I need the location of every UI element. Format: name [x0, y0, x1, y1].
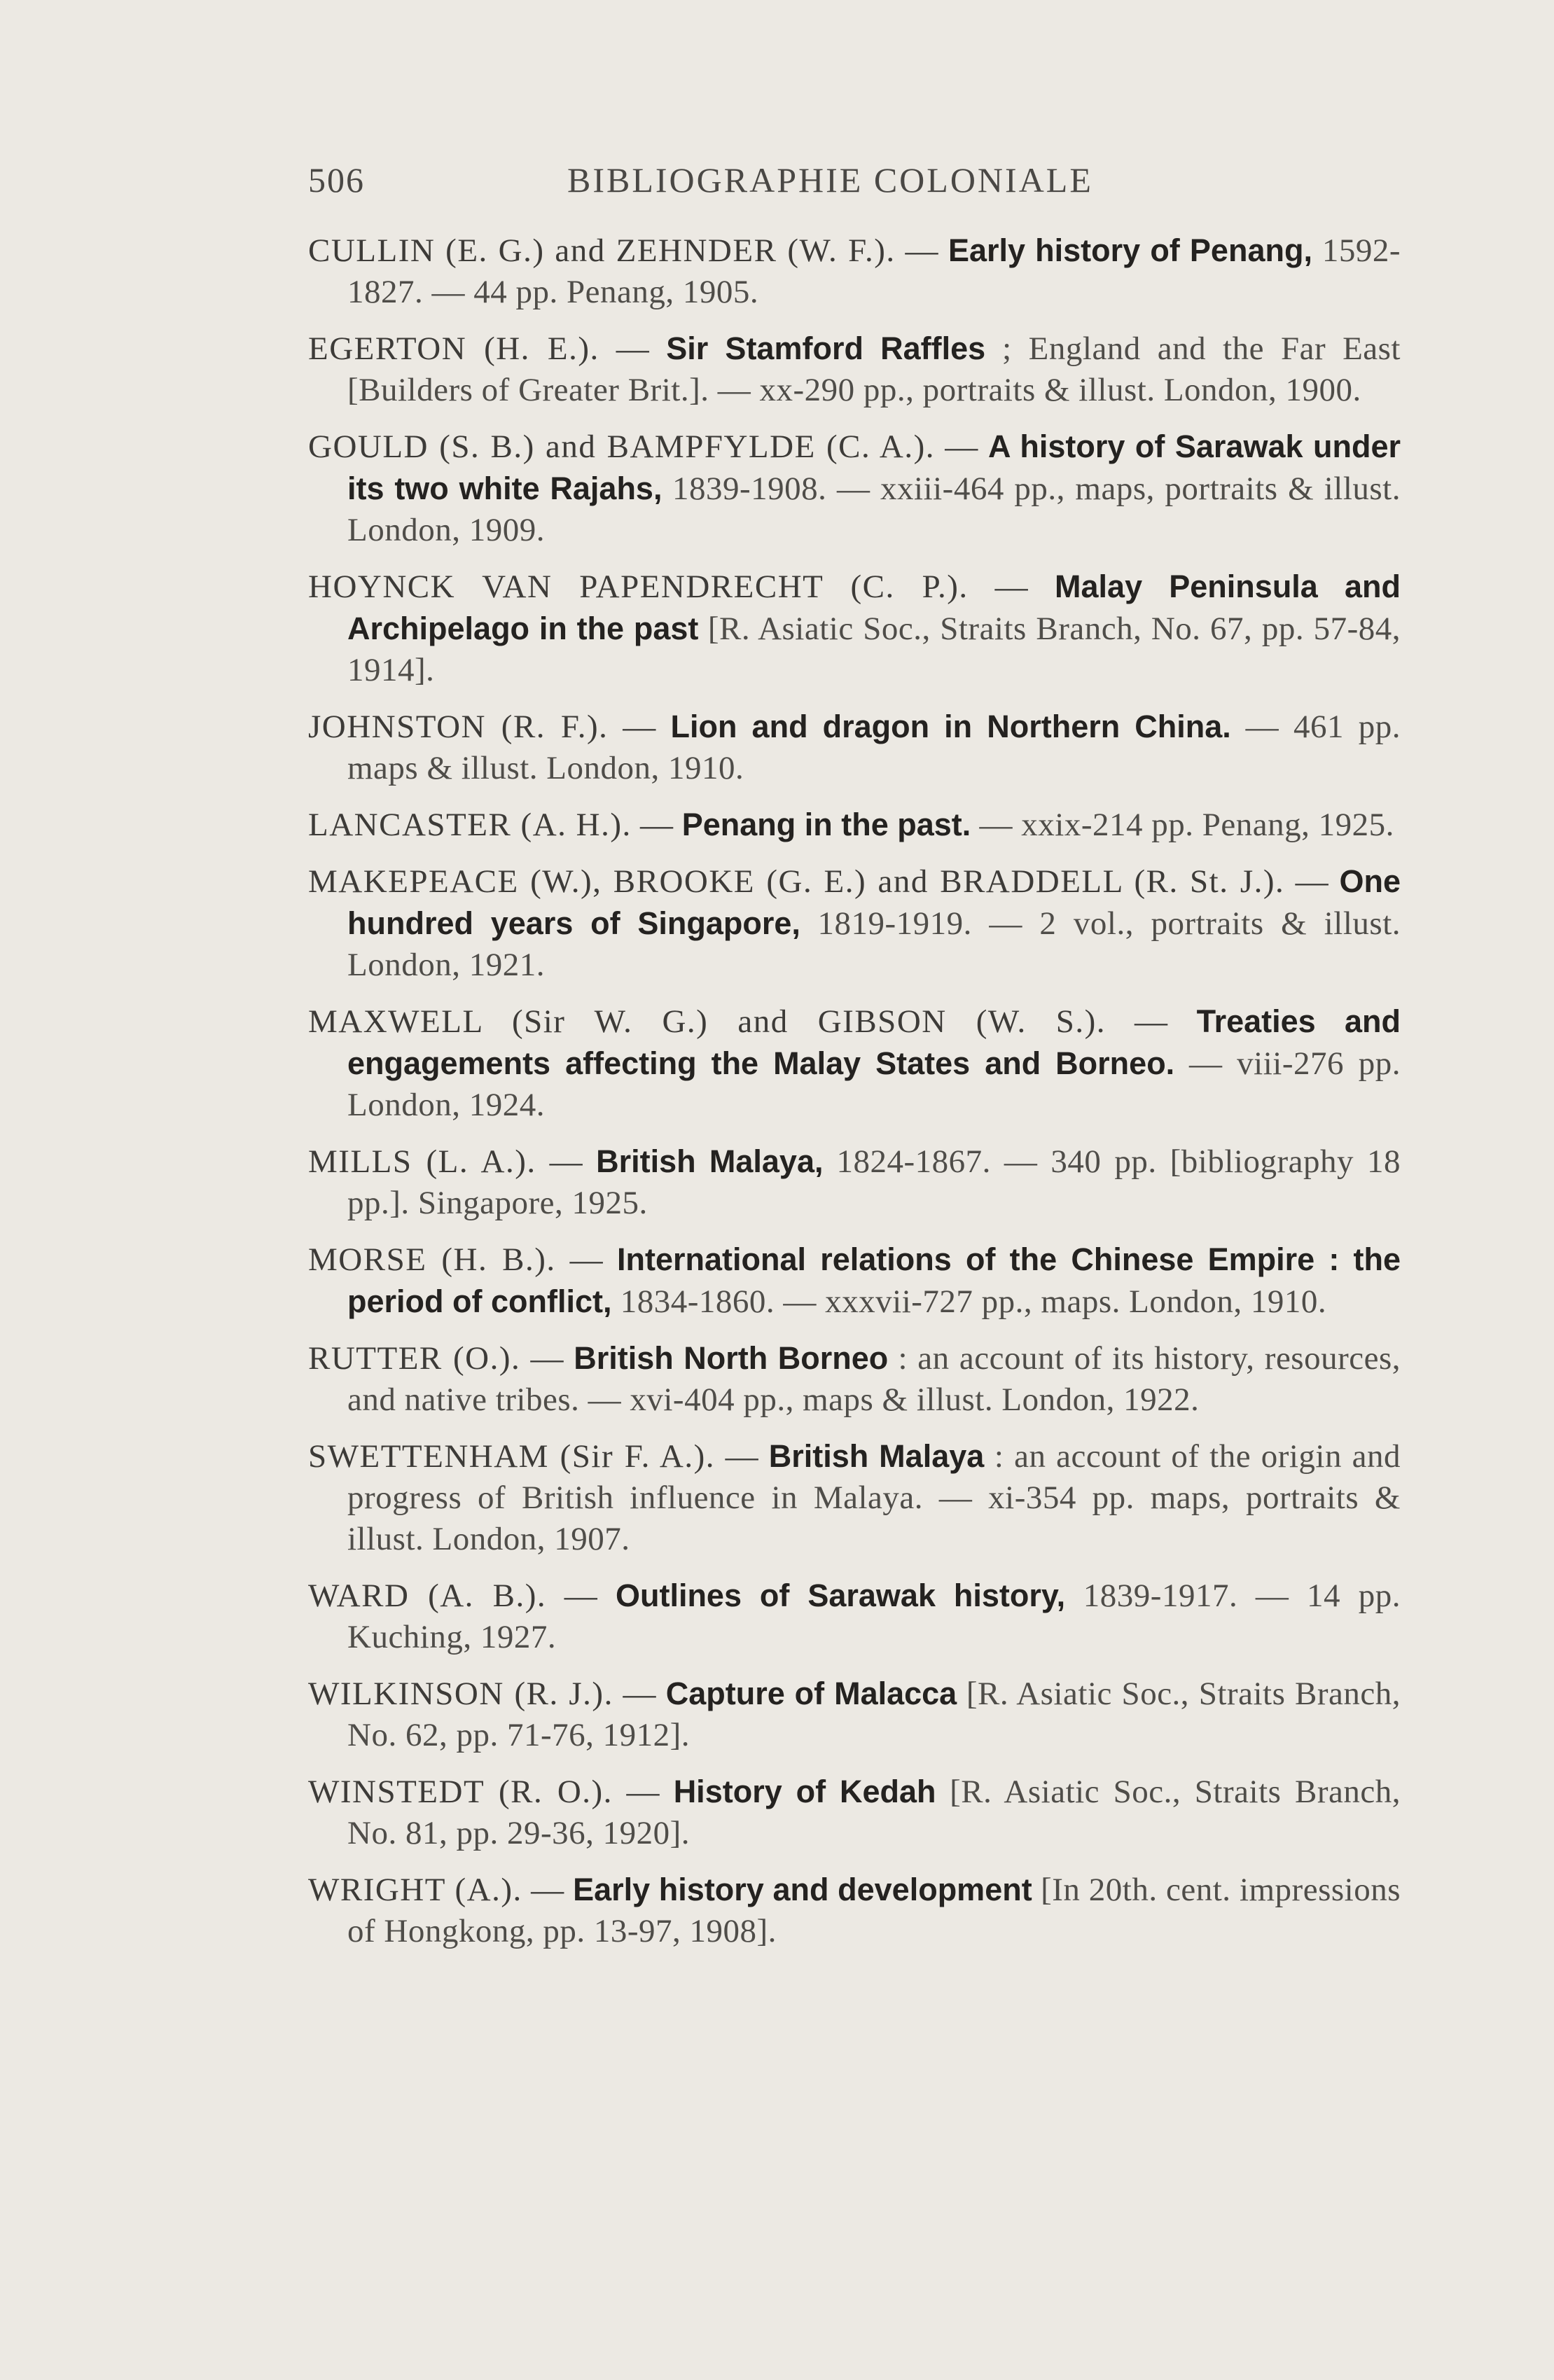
bibliography-entry [308, 1001, 1401, 1126]
entry-separator: — [608, 709, 671, 745]
bibliography-entry [308, 1869, 1401, 1952]
entry-separator: — [612, 1774, 674, 1810]
entry-title: History of Kedah [673, 1774, 936, 1809]
entry-details: ; England and the Far East [Builders of Greater Brit.]. — xx-290 pp., portraits & illust. London, 1900. [347, 330, 1401, 408]
entry-author: WILKINSON (R. J.). [308, 1676, 613, 1712]
entry-title: Lion and dragon in Northern China. [670, 709, 1231, 744]
entry-separator: — [631, 807, 682, 843]
entry-details: 1592-1827. — 44 pp. Penang, 1905. [347, 232, 1401, 310]
entry-title: British Malaya, [596, 1143, 824, 1179]
bibliography-entry [308, 1435, 1401, 1560]
bibliography-list [308, 230, 1401, 1967]
entry-details: 1834-1860. — xxxvii-727 pp., maps. London, 1910. [611, 1283, 1327, 1320]
entry-details: — xxix-214 pp. Penang, 1925. [971, 807, 1394, 843]
entry-title: Penang in the past. [681, 807, 971, 842]
bibliography-entry [308, 1575, 1401, 1658]
entry-author: WINSTEDT (R. O.). [308, 1774, 613, 1810]
entry-title: Early history and development [573, 1872, 1032, 1907]
entry-details: [R. Asiatic Soc., Straits Branch, No. 62, pp. 71-76, 1912]. [347, 1676, 1401, 1753]
bibliography-entry [308, 861, 1401, 986]
entry-separator: — [895, 232, 948, 269]
entry-title: Malay Peninsula and Archipelago in the past [347, 569, 1401, 646]
bibliography-entry [308, 426, 1401, 551]
entry-title: British North Borneo [574, 1340, 889, 1376]
entry-separator: — [546, 1578, 616, 1614]
entry-author: CULLIN (E. G.) and ZEHNDER (W. F.). [308, 232, 896, 269]
entry-details: 1839-1917. — 14 pp. Kuching, 1927. [347, 1578, 1401, 1655]
bibliography-entry [308, 1239, 1401, 1323]
entry-separator: — [520, 1340, 574, 1377]
entry-separator: — [599, 330, 667, 367]
running-title: BIBLIOGRAPHIE COLONIALE [567, 160, 1093, 200]
entry-title: Early history of Penang, [948, 232, 1312, 268]
entry-details: 1824-1867. — 340 pp. [bibliography 18 pp.]. Singapore, 1925. [347, 1143, 1401, 1221]
entry-title: British Malaya [768, 1438, 985, 1474]
bibliography-entry [308, 1771, 1401, 1854]
bibliography-entry [308, 328, 1401, 411]
entry-details: : an account of its history, resources, and native tribes. — xvi-404 pp., maps & illust. London, 1922. [347, 1340, 1401, 1418]
entry-author: WARD (A. B.). [308, 1578, 547, 1614]
bibliography-entry [308, 566, 1401, 691]
bibliography-entry [308, 1141, 1401, 1224]
entry-details: — 461 pp. maps & illust. London, 1910. [347, 709, 1401, 786]
entry-separator: — [1106, 1003, 1197, 1040]
bibliography-entry [308, 1673, 1401, 1756]
entry-title: Outlines of Sarawak history, [615, 1578, 1066, 1613]
entry-separator: — [522, 1872, 574, 1908]
entry-title: A history of Sarawak under its two white Rajahs, [347, 429, 1401, 506]
entry-separator: — [1284, 863, 1340, 900]
entry-details: [R. Asiatic Soc., Straits Branch, No. 67, pp. 57-84, 1914]. [347, 611, 1401, 688]
entry-author: WRIGHT (A.). [308, 1872, 522, 1908]
entry-author: JOHNSTON (R. F.). [308, 709, 609, 745]
entry-separator: — [715, 1438, 769, 1475]
entry-title: International relations of the Chinese Empire : the period of conflict, [347, 1241, 1401, 1319]
entry-separator: — [968, 569, 1055, 605]
entry-separator: — [536, 1143, 597, 1180]
entry-separator: — [935, 429, 989, 465]
entry-title: Treaties and engagements affecting the Malay States and Borneo. [347, 1003, 1401, 1081]
entry-author: MORSE (H. B.). [308, 1241, 556, 1278]
entry-details: [In 20th. cent. impressions of Hongkong, pp. 13-97, 1908]. [347, 1872, 1401, 1949]
entry-details: [R. Asiatic Soc., Straits Branch, No. 81, pp. 29-36, 1920]. [347, 1774, 1401, 1851]
entry-author: MILLS (L. A.). [308, 1143, 536, 1180]
entry-author: MAKEPEACE (W.), BROOKE (G. E.) and BRADDELL (R. St. J.). [308, 863, 1285, 900]
entry-details: — viii-276 pp. London, 1924. [347, 1045, 1401, 1123]
entry-details: : an account of the origin and progress of British influence in Malaya. — xi-354 pp. maps, portraits & illust. London, 1907. [347, 1438, 1401, 1557]
entry-title: One hundred years of Singapore, [347, 863, 1401, 941]
entry-separator: — [555, 1241, 618, 1278]
entry-details: 1839-1908. — xxiii-464 pp., maps, portraits & illust. London, 1909. [347, 471, 1401, 548]
bibliography-entry [308, 804, 1401, 846]
entry-author: HOYNCK VAN PAPENDRECHT (C. P.). [308, 569, 969, 605]
bibliography-entry [308, 706, 1401, 789]
entry-author: SWETTENHAM (Sir F. A.). [308, 1438, 715, 1475]
bibliography-entry [308, 1337, 1401, 1421]
entry-author: LANCASTER (A. H.). [308, 807, 632, 843]
bibliography-entry [308, 230, 1401, 313]
entry-author: GOULD (S. B.) and BAMPFYLDE (C. A.). [308, 429, 936, 465]
entry-separator: — [613, 1676, 666, 1712]
entry-title: Capture of Malacca [665, 1676, 957, 1711]
entry-author: RUTTER (O.). [308, 1340, 521, 1377]
entry-title: Sir Stamford Raffles [666, 330, 986, 366]
page-number: 506 [308, 160, 365, 200]
entry-details: 1819-1919. — 2 vol., portraits & illust. London, 1921. [347, 905, 1401, 983]
entry-author: MAXWELL (Sir W. G.) and GIBSON (W. S.). [308, 1003, 1106, 1040]
entry-author: EGERTON (H. E.). [308, 330, 599, 367]
